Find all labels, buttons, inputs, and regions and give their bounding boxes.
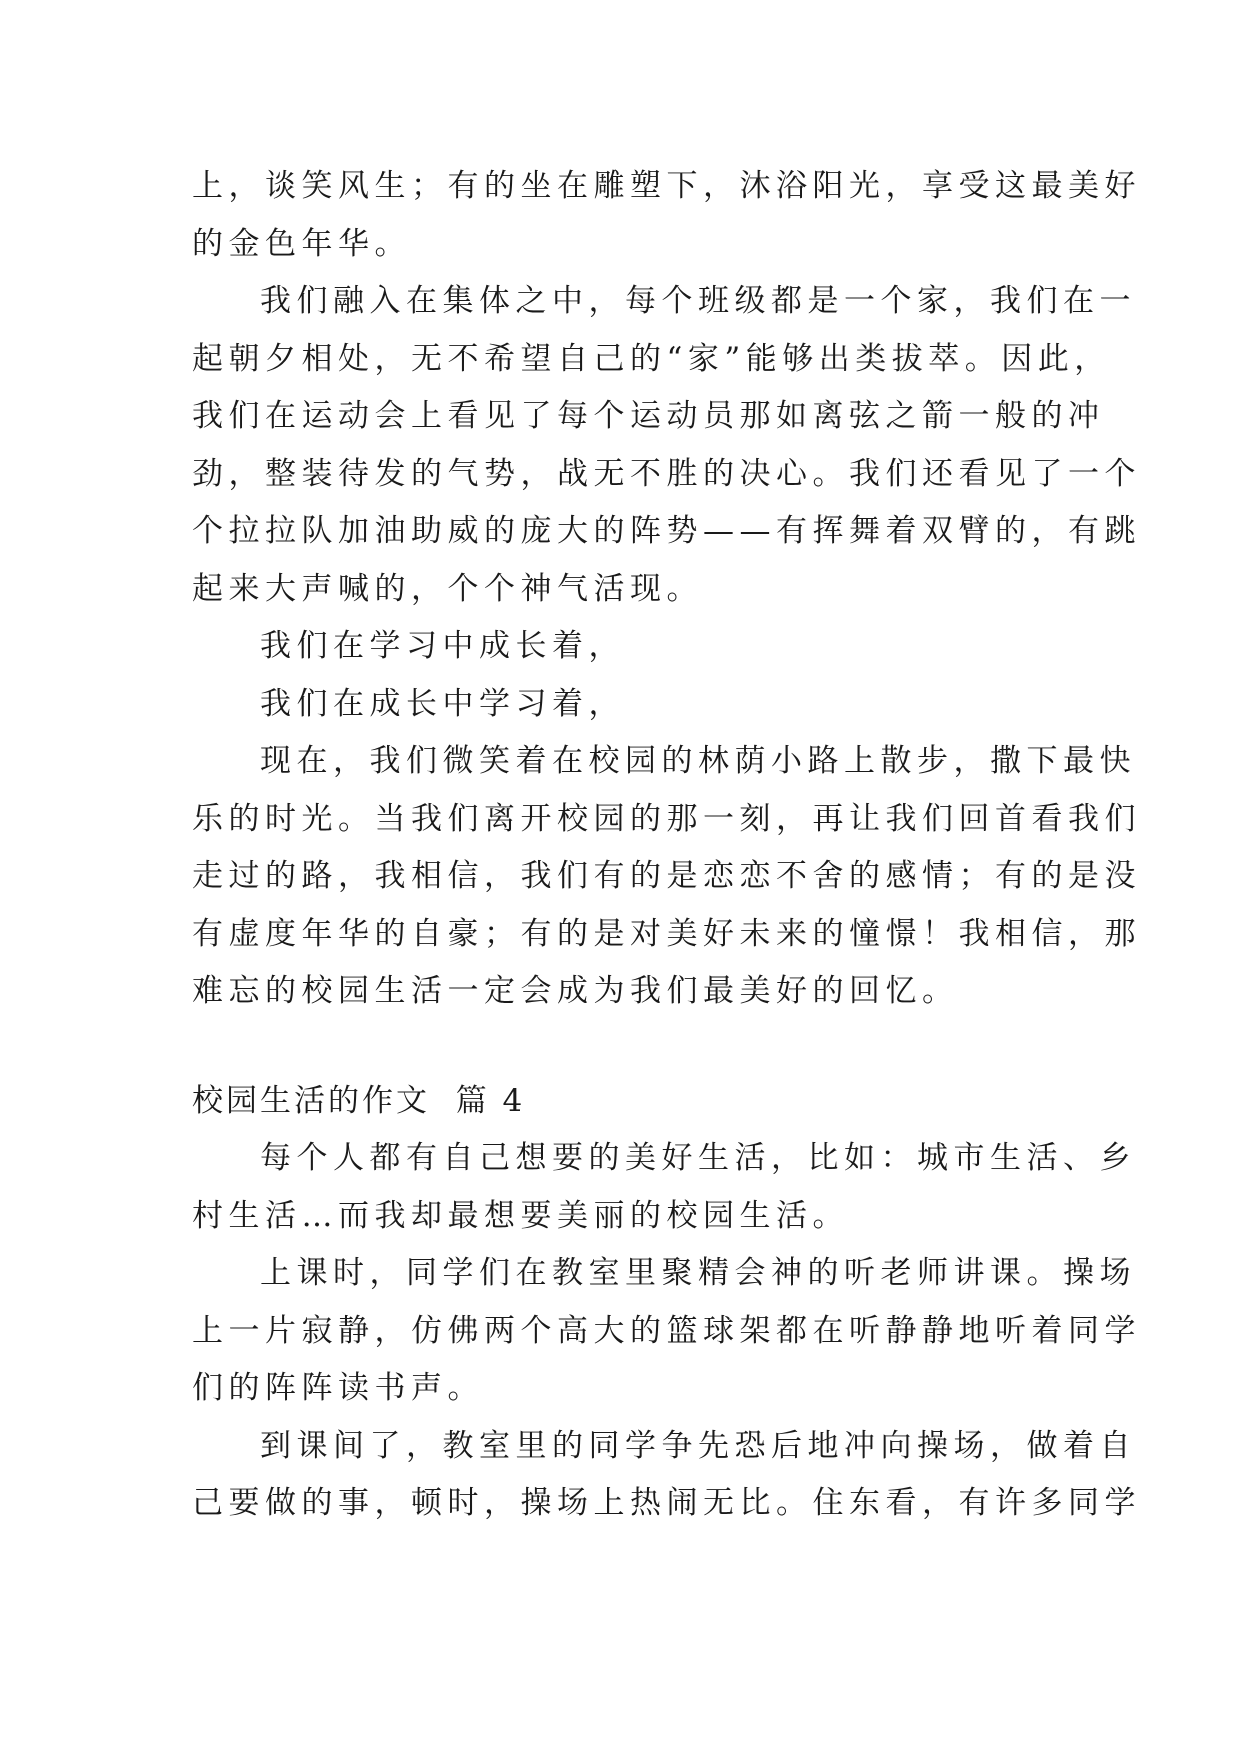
text-line: 难忘的校园生活一定会成为我们最美好的回忆。 (192, 973, 959, 1009)
paragraph-closing (192, 733, 1141, 1021)
verse-line: 我们在学习中成长着， (260, 628, 625, 664)
text-line: 乐的时光。当我们离开校园的那一刻，再让我们回首看我们 (192, 800, 1141, 837)
text-line: 的金色年华。 (192, 225, 411, 262)
text-line: 有虚度年华的自豪；有的是对美好未来的憧憬！我相信，那 (192, 915, 1141, 952)
text-line: 到课间了，教室里的同学争先恐后地冲向操场，做着自 (260, 1427, 1136, 1464)
text-line: 上课时，同学们在教室里聚精会神的听老师讲课。操场 (260, 1255, 1136, 1291)
section-spacer (192, 1021, 1052, 1073)
section-heading: 校园生活的作文 篇 4 (192, 1082, 526, 1119)
paragraph-recess (192, 1418, 1141, 1533)
text-line: 我们在运动会上看见了每个运动员那如离弦之箭一般的冲 (192, 398, 1105, 434)
text-line: 己要做的事，顿时，操场上热闹无比。住东看，有许多同学 (192, 1485, 1141, 1521)
text-line: 我们融入在集体之中，每个班级都是一个家，我们在一 (260, 283, 1136, 319)
text-line: 起来大声喊的，个个神气活现。 (192, 570, 703, 607)
text-line: 每个人都有自己想要的美好生活，比如：城市生活、乡 (260, 1140, 1136, 1176)
paragraph-continuation (192, 158, 1141, 273)
paragraph-in-class (192, 1245, 1141, 1418)
text-line: 起朝夕相处，无不希望自己的“家”能够出类拔萃。因此， (192, 340, 1111, 377)
paragraph-sports-meet (192, 273, 1141, 618)
paragraph-ideal-life (192, 1130, 1136, 1245)
text-line: 村生活…而我却最想要美丽的校园生活。 (192, 1197, 849, 1234)
text-line: 上一片寂静，仿佛两个高大的篮球架都在听静静地听着同学 (192, 1312, 1141, 1349)
text-line: 上，谈笑风生；有的坐在雕塑下，沐浴阳光，享受这最美好 (192, 168, 1141, 204)
document-body (192, 158, 1141, 1533)
text-line: 们的阵阵读书声。 (192, 1370, 484, 1406)
text-line: 现在，我们微笑着在校园的林荫小路上散步，撒下最快 (260, 743, 1136, 779)
text-line: 个拉拉队加油助威的庞大的阵势——有挥舞着双臂的，有跳 (192, 513, 1141, 549)
text-line: 劲，整装待发的气势，战无不胜的决心。我们还看见了一个 (192, 455, 1141, 492)
text-line: 走过的路，我相信，我们有的是恋恋不舍的感情；有的是没 (192, 858, 1141, 894)
verse-line: 我们在成长中学习着， (260, 685, 625, 722)
